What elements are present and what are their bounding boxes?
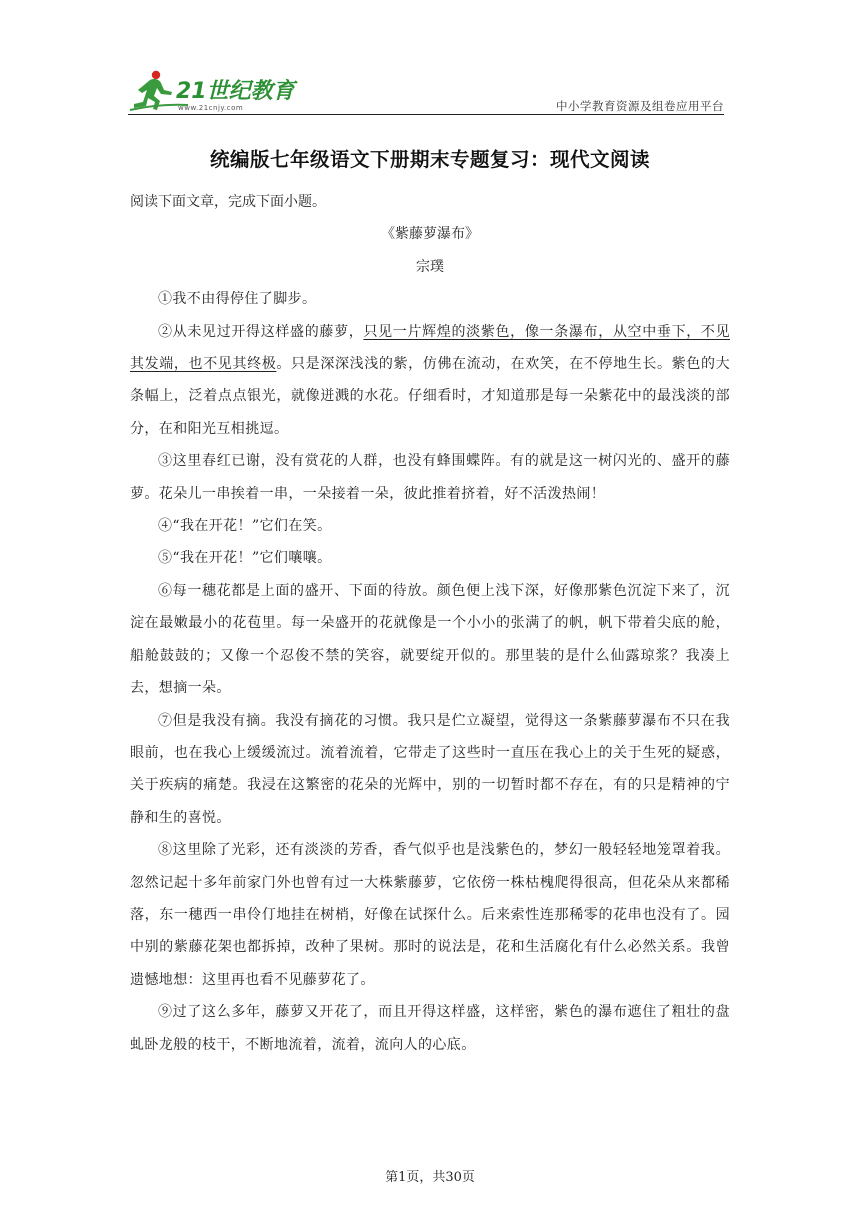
paragraph-2 — [130, 316, 730, 446]
article-author: 宗璞 — [416, 258, 444, 275]
paragraph-6: ⑥每一穗花都是上面的盛开、下面的待放。颜色便上浅下深，好像那紫色沉淀下来了，沉淀在最嫩最小的花苞里。每一朵盛开的花就像是一个小小的张满了的帆，帆下带着尖底的舱，船舱鼓鼓的；又像一个忍俊不禁的笑容，就要绽开似的。那里装的是什么仙露琼浆？我凑上去，想摘一朵。 — [130, 582, 730, 697]
header-divider — [128, 114, 724, 115]
runner-logo-icon — [128, 66, 298, 114]
paragraph-8: ⑧这里除了光彩，还有淡淡的芳香，香气似乎也是浅紫色的，梦幻一般轻轻地笼罩着我。忽然记起十多年前家门外也曾有过一大株紫藤萝，它依傍一株枯槐爬得很高，但花朵从来都稀落，东一穗西一串伶仃地挂在树梢，好像在试探什么。后来索性连那稀零的花串也没有了。园中别的紫藤花架也都拆掉，改种了果树。那时的说法是，花和生活腐化有什么必然关系。我曾遗憾地想：这里再也看不见藤萝花了。 — [130, 842, 730, 988]
paragraph-9: ⑨过了这么多年，藤萝又开花了，而且开得这样盛，这样密，紫色的瀑布遮住了粗壮的盘虬卧龙般的枝干，不断地流着，流着，流向人的心底。 — [130, 1004, 730, 1053]
instruction-text: 阅读下面文章，完成下面小题。 — [130, 194, 326, 210]
page-title: 统编版七年级语文下册期末专题复习：现代文阅读 — [209, 148, 650, 171]
page-header — [128, 66, 724, 116]
platform-tagline: 中小学教育资源及组卷应用平台 — [556, 99, 724, 113]
article-title: 《紫藤萝瀑布》 — [381, 226, 479, 243]
document-body — [130, 186, 730, 1061]
site-logo[interactable] — [128, 66, 298, 114]
paragraph-4: ④“我在开花！”它们在笑。 — [158, 518, 332, 535]
page-number: 第1页，共30页 — [385, 1170, 475, 1185]
logo-text: 21世纪教育 — [176, 79, 295, 104]
paragraph-2-prefix: ②从未见过开得这样盛的藤萝， — [158, 323, 364, 340]
paragraph-1: ①我不由得停住了脚步。 — [158, 291, 317, 308]
paragraph-3: ③这里春红已谢，没有赏花的人群，也没有蜂围蝶阵。有的就是这一树闪光的、盛开的藤萝。花朵儿一串挨着一串，一朵接着一朵，彼此推着挤着，好不活泼热闹！ — [130, 453, 730, 502]
paragraph-2-suffix: 。只是深深浅浅的紫，仿佛在流动，在欢笑，在不停地生长。紫色的大条幅上，泛着点点银光，就像迸溅的水花。仔细看时，才知道那是每一朵紫花中的最浅淡的部分，在和阳光互相挑逗。 — [130, 356, 730, 437]
paragraph-7: ⑦但是我没有摘。我没有摘花的习惯。我只是伫立凝望，觉得这一条紫藤萝瀑布不只在我眼前，也在我心上缓缓流过。流着流着，它带走了这些时一直压在我心上的关于生死的疑惑，关于疾病的痛楚。我浸在这繁密的花朵的光辉中，别的一切暂时都不存在，有的只是精神的宁静和生的喜悦。 — [130, 712, 730, 826]
underlined-sentence: 只见一片辉煌的淡紫色，像一条瀑布，从空中垂下，不见其发端，也不见其终极 — [130, 323, 730, 373]
logo-url: www.21cnjy.com — [178, 104, 244, 112]
paragraph-5: ⑤“我在开花！”它们嚷嚷。 — [158, 550, 332, 567]
